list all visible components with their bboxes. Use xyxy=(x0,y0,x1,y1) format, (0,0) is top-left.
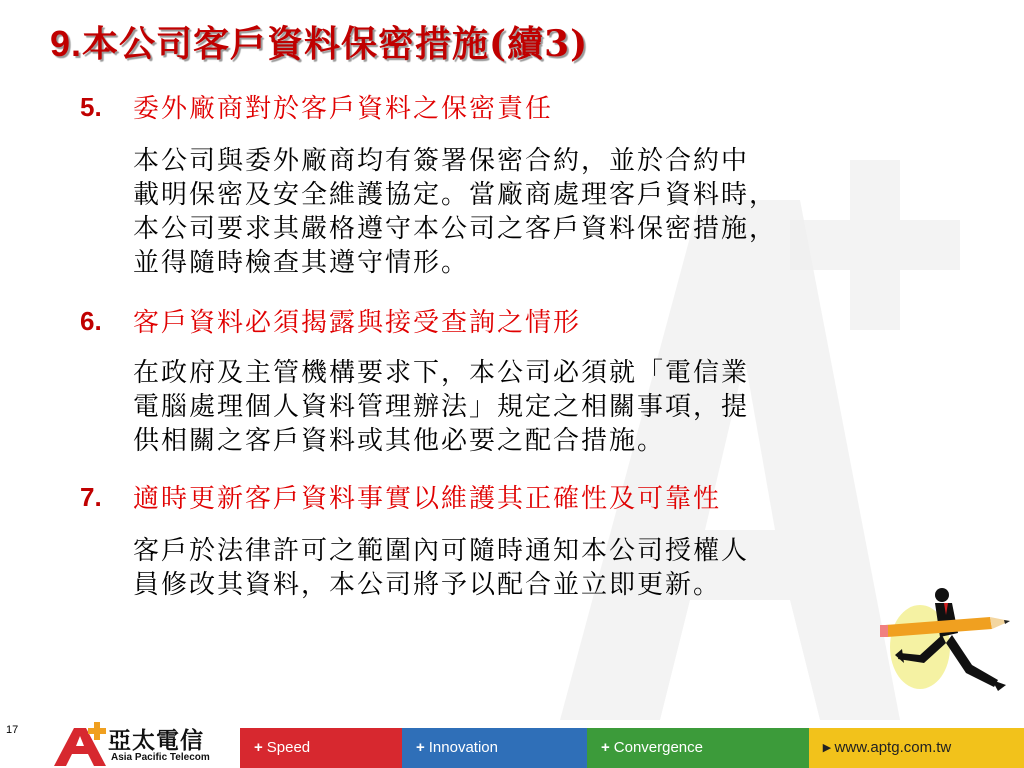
tag-convergence xyxy=(587,728,809,768)
plus-icon: + xyxy=(601,739,610,756)
logo-name: 亞太電信 xyxy=(108,728,204,754)
body-line: 載明保密及安全維護協定。當廠商處理客戶資料時， xyxy=(133,180,778,210)
page-number: 17 xyxy=(6,724,19,736)
logo-subtitle: Asia Pacific Telecom xyxy=(111,752,210,763)
arrow-right-icon: ▸ xyxy=(823,739,831,756)
body-line: 供相關之客戶資料或其他必要之配合措施。 xyxy=(133,426,666,456)
runner-with-pencil-icon xyxy=(880,585,1020,705)
item-number: 5. xyxy=(80,92,102,122)
website-url: www.aptg.com.tw xyxy=(834,739,952,756)
item-body xyxy=(133,534,1003,602)
title-text: 本公司客戶資料保密措施(續3) xyxy=(82,23,589,65)
body-line: 電腦處理個人資料管理辦法」規定之相關事項，提 xyxy=(133,392,750,422)
item-body xyxy=(133,356,1003,458)
tag-innovation xyxy=(402,728,587,768)
title-number: 9. xyxy=(50,23,83,64)
item-heading: 客戶資料必須揭露與接受查詢之情形 xyxy=(133,308,582,338)
tag-label: Speed xyxy=(266,739,311,756)
item-heading: 委外廠商對於客戶資料之保密責任 xyxy=(133,94,554,124)
body-line: 並得隨時檢查其遵守情形。 xyxy=(133,248,470,278)
plus-icon: + xyxy=(416,739,425,756)
body-line: 員修改其資料，本公司將予以配合並立即更新。 xyxy=(133,570,722,600)
slide-title xyxy=(50,16,588,67)
tag-label: Convergence xyxy=(613,739,703,756)
tag-speed xyxy=(240,728,402,768)
item-body xyxy=(133,144,1003,280)
item-heading: 適時更新客戶資料事實以維護其正確性及可靠性 xyxy=(133,484,722,514)
item-number: 7. xyxy=(80,482,102,512)
item-number: 6. xyxy=(80,306,102,336)
plus-icon: + xyxy=(254,739,263,756)
body-line: 本公司要求其嚴格遵守本公司之客戶資料保密措施， xyxy=(133,214,778,244)
body-line: 客戶於法律許可之範圍內可隨時通知本公司授權人 xyxy=(133,536,750,566)
body-line: 在政府及主管機構要求下，本公司必須就「電信業 xyxy=(133,358,750,388)
website-link[interactable] xyxy=(809,728,1024,768)
body-line: 本公司與委外廠商均有簽署保密合約，並於合約中 xyxy=(133,146,750,176)
tag-label: Innovation xyxy=(428,739,498,756)
